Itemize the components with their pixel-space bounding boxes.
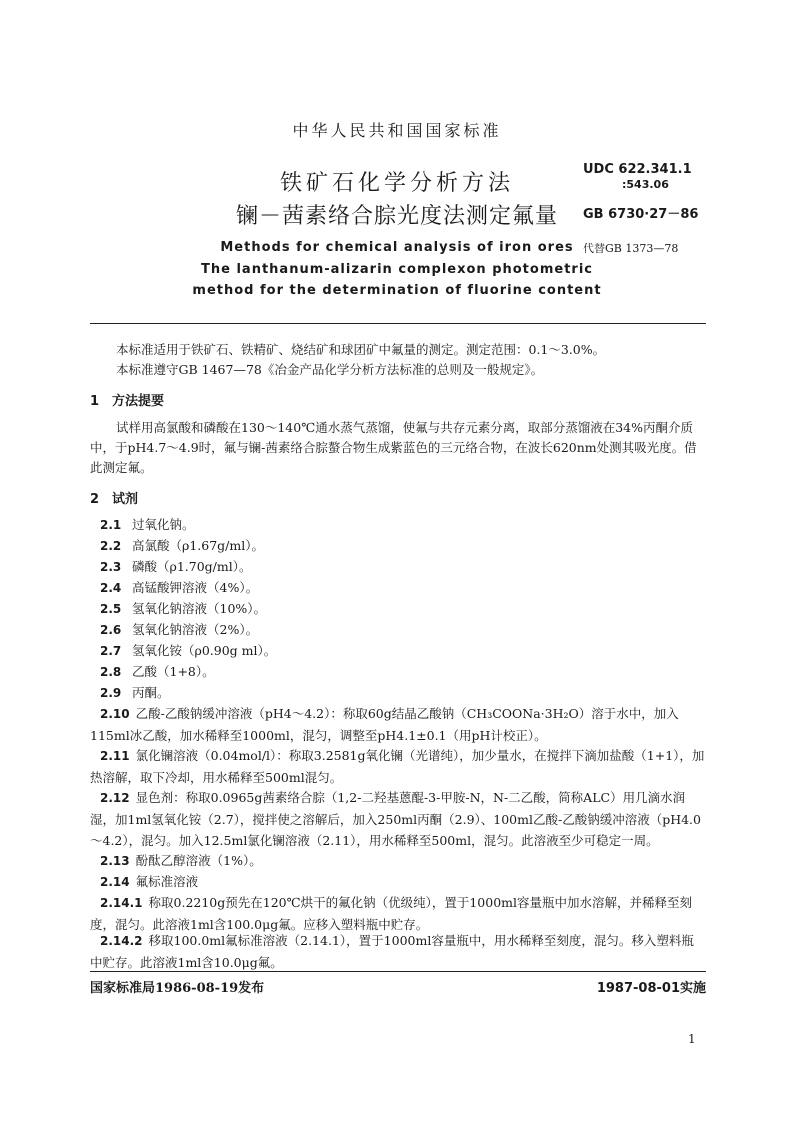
title-chinese-line2: 镧－茜素络合腙光度法测定氟量 xyxy=(235,204,558,229)
reagent-number: 2.13 xyxy=(100,854,130,868)
reagent-text: 丙酮。 xyxy=(132,685,170,700)
reagent-item-long xyxy=(90,930,706,973)
reagent-number: 2.7 xyxy=(100,644,122,658)
reagent-text: 移取100.0ml氟标准溶液（2.14.1），置于1000ml容量瓶中，用水稀释至刻度，混匀。移入塑料瓶中贮存。此溶液1ml含10.0μg氟。 xyxy=(90,933,694,970)
reagent-text: 磷酸（ρ1.70g/ml）。 xyxy=(132,559,252,574)
reagent-text: 酚酞乙醇溶液（1%）。 xyxy=(135,853,262,868)
reagent-item-long xyxy=(90,745,706,788)
reagent-text: 称取0.2210g预先在120℃烘干的氟化钠（优级纯），置于1000ml容量瓶中加水溶解，并稀释至刻度，混匀。此溶液1ml含100.0μg氟。应移入塑料瓶中贮存。 xyxy=(90,895,693,932)
header-divider xyxy=(90,323,706,324)
method-summary-paragraph: 试样用高氯酸和磷酸在130～140℃通水蒸气蒸馏，使氟与共存元素分离，取部分蒸馏液在34%丙酮介质中，于pH4.7～4.9时，氟与镧-茜素络合腙螯合物生成紫蓝色的三元络合物，在波长620nm处测其吸光度。借此测定氟。 xyxy=(90,420,697,475)
reagent-number: 2.2 xyxy=(100,539,122,553)
scope-paragraph: 本标准适用于铁矿石、铁精矿、烧结矿和球团矿中氟量的测定。测定范围：0.1～3.0%。 xyxy=(116,342,606,357)
english-title-line3: method for the determination of fluorine content xyxy=(192,283,602,298)
reagent-item xyxy=(100,682,706,704)
udc-code-continuation: :543.06 xyxy=(622,178,669,191)
section-heading-reagents: 2 试剂 xyxy=(90,492,139,507)
reagent-text: 氯化镧溶液（0.04mol/l）：称取3.2581g氧化镧（光谱纯），加少量水，在搅拌下滴加盐酸（1+1），加热溶解，取下冷却，用水稀释至500ml混匀。 xyxy=(90,748,705,785)
reagent-number: 2.5 xyxy=(100,602,122,616)
reagent-number: 2.14.1 xyxy=(100,896,143,910)
english-title-line1: Methods for chemical analysis of iron ores xyxy=(220,240,574,255)
compliance-paragraph: 本标准遵守GB 1467—78《冶金产品化学分析方法标准的总则及一般规定》。 xyxy=(116,362,544,377)
issue-date: 国家标准局1986-08-19发布 xyxy=(90,981,265,996)
udc-code: UDC 622.341.1 xyxy=(583,162,692,177)
reagent-number: 2.14 xyxy=(100,875,130,889)
reagent-text: 高氯酸（ρ1.67g/ml）。 xyxy=(132,538,264,553)
reagent-item-long xyxy=(90,871,706,893)
replaces-standard: 代替GB 1373—78 xyxy=(583,242,679,255)
section-heading-method-summary: 1 方法提要 xyxy=(90,394,165,409)
reagent-item xyxy=(100,514,706,536)
page-number: 1 xyxy=(688,1032,696,1046)
reagent-number: 2.1 xyxy=(100,518,122,532)
english-title-line2: The lanthanum-alizarin complexon photometric xyxy=(201,262,593,277)
gb-standard-code: GB 6730·27－86 xyxy=(583,207,699,222)
standard-name: 中华人民共和国国家标准 xyxy=(292,121,502,140)
reagent-item-long xyxy=(90,892,706,935)
reagent-number: 2.4 xyxy=(100,581,122,595)
reagent-text: 显色剂：称取0.0965g茜素络合腙（1,2-二羟基蒽醌-3-甲胺-N，N-二乙酸，简称ALC）用几滴水润湿，加1ml氢氧化铵（2.7），搅拌使之溶解后，加入250ml丙酮（2.9）、100ml乙酸-乙酸钠缓冲溶液（pH4.0～4.2），混匀。加入12.5ml氯化镧溶液（2.11），用水稀释至500ml，混匀。此溶液至少可稳定一周。 xyxy=(90,790,701,848)
reagent-text: 乙酸（1+8）。 xyxy=(132,664,215,679)
reagent-text: 乙酸-乙酸钠缓冲溶液（pH4～4.2）：称取60g结晶乙酸钠（CH₃COONa·3H₂O）溶于水中，加入115ml冰乙酸，加水稀释至1000ml，混匀，调整至pH4.1±0.1（用pH计校正）。 xyxy=(90,706,679,743)
reagent-item xyxy=(100,556,706,578)
reagent-text: 高锰酸钾溶液（4%）。 xyxy=(132,580,259,595)
reagent-number: 2.12 xyxy=(100,791,130,805)
reagent-number: 2.6 xyxy=(100,623,122,637)
reagent-item-long xyxy=(90,703,706,746)
reagent-number: 2.11 xyxy=(100,749,130,763)
effective-date: 1987-08-01实施 xyxy=(596,981,706,996)
reagent-number: 2.8 xyxy=(100,665,122,679)
reagent-number: 2.9 xyxy=(100,686,122,700)
reagent-number: 2.3 xyxy=(100,560,122,574)
reagent-item xyxy=(100,661,706,683)
reagent-item xyxy=(100,640,706,662)
reagent-item-long xyxy=(90,787,706,851)
reagent-item xyxy=(100,619,706,641)
reagent-text: 氢氧化钠溶液（10%）。 xyxy=(132,601,267,616)
footer-divider xyxy=(90,971,706,972)
reagent-item-long xyxy=(90,850,706,872)
title-chinese-line1: 铁矿石化学分析方法 xyxy=(279,171,514,196)
reagent-text: 氟标准溶液 xyxy=(135,874,199,889)
reagent-number: 2.10 xyxy=(100,707,130,721)
reagent-number: 2.14.2 xyxy=(100,934,143,948)
reagent-text: 过氧化钠。 xyxy=(132,517,195,532)
reagent-item xyxy=(100,535,706,557)
reagent-item xyxy=(100,577,706,599)
reagent-text: 氢氧化铵（ρ0.90g ml）。 xyxy=(132,643,277,658)
reagent-item xyxy=(100,598,706,620)
reagent-text: 氢氧化钠溶液（2%）。 xyxy=(132,622,259,637)
